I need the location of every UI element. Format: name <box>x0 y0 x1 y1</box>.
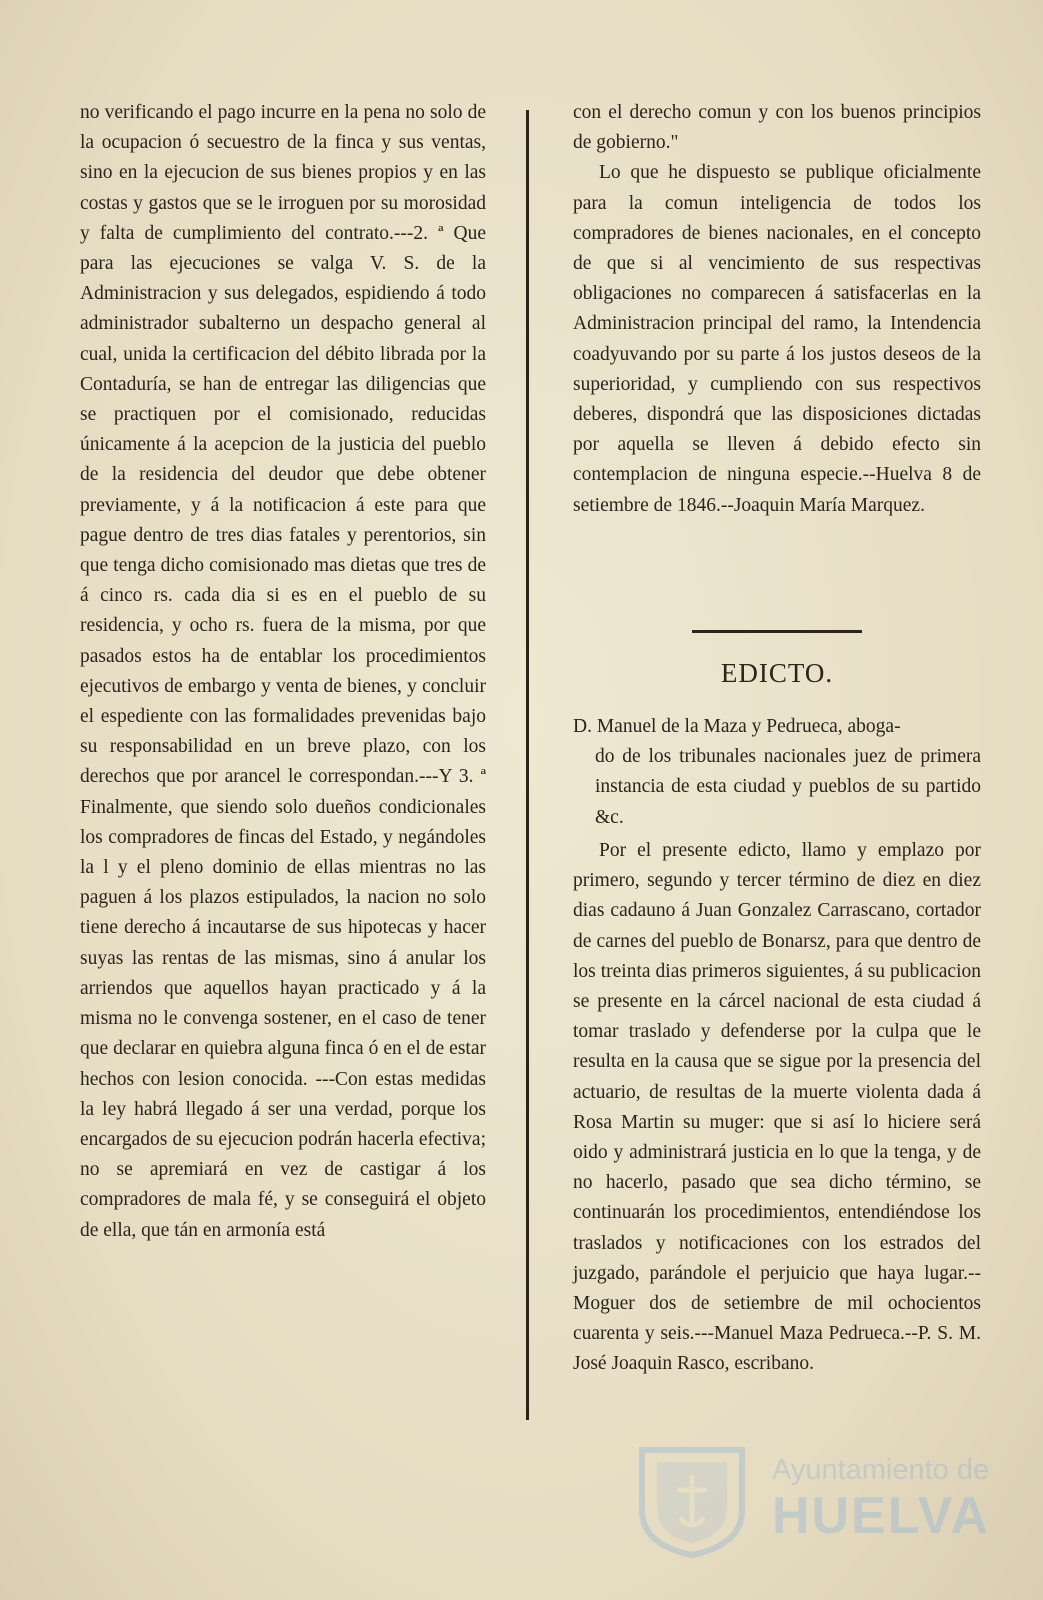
edicto-body: Por el presente edicto, llamo y emplazo por primero, segundo y tercer término de diez en diez dias cadauno á Juan Gonzalez Carrascano, cortador de carnes del pueblo de Bonarsz, para que dentro de los treinta dias primeros siguientes, á su publicacion se presente en la cárcel nacional de esta ciudad á tomar traslado y defenderse por la culpa que le resulta en la causa que se sigue por la presencia del actuario, de resultas de la muerte violenta dada á Rosa Martin su muger: que si así lo hiciere será oido y administrará justicia en lo que la tenga, y de no hacerlo, pasado que sea dicho término, se continuarán los procedimientos, entendiéndose los traslados y notificaciones con los estrados del juzgado, parándole el perjuicio que haya lugar.--Moguer dos de setiembre de mil ochocientos cuarenta y seis.---Manuel Maza Pedrueca.--P. S. M. José Joaquin Rasco, escribano. <box>573 840 981 1375</box>
left-column-text: no verificando el pago incurre en la pena no solo de la ocupacion ó secuestro de la finca y sus ventas, sino en la ejecucion de sus bienes propios y en las costas y gastos que se le irroguen por su morosidad y falta de cumplimiento del contrato.---2. ª Que para las ejecuciones se valga V. S. de la Administracion y sus delegados, espidiendo á todo administrador subalterno un despacho general al cual, unida la certificacion del débito librada por la Contaduría, se han de entregar las diligencias que se practiquen por el comisionado, reducidas únicamente á la acepcion de la justicia del pueblo de la residencia del deudor que debe obtener previamente, y á la notificacion á este para que pague dentro de tres dias fatales y perentorios, sin que tenga dicho comisionado mas dietas que tres de á cinco rs. cada dia si es en el pueblo de su residencia, y ocho rs. fuera de la misma, por que pasados estos ha de entablar los procedimientos ejecutivos de embargo y venta de bienes, y concluir el espediente con las formalidades prevenidas bajo su responsabilidad en un breve plazo, con los derechos que por arancel le correspondan.---Y 3. ª Finalmente, que siendo solo dueños condicionales los compradores de fincas del Estado, y negándoles la l y el pleno dominio de ellas mientras no las paguen á los plazos estipulados, la nacion no solo tiene derecho á incautarse de sus hipotecas y hacer suyas las rentas de las mismas, sino á anular los arriendos que aquellos hayan practicado y á la misma no le convenga sostener, en el caso de tener que declarar en quiebra alguna finca ó en el de estar hechos con lesion conocida. ---Con estas medidas la ley habrá llegado á ser una verdad, porque los encargados de su ejecucion podrán hacerla efectiva; no se apremiará en vez de castigar á los compradores de mala fé, y se conseguirá el objeto de ella, que tán en armonía está <box>80 102 486 1241</box>
right-column <box>573 98 981 521</box>
edicto-header-first-line: D. Manuel de la Maza y Pedrueca, aboga- <box>573 716 901 737</box>
edicto-header <box>573 712 981 833</box>
city-shield-icon <box>622 1440 762 1560</box>
watermark <box>622 1440 991 1560</box>
column-divider <box>526 110 529 1420</box>
right-column-continuation: con el derecho comun y con los buenos principios de gobierno." <box>573 102 981 154</box>
section-divider <box>692 630 862 633</box>
edicto-title: EDICTO. <box>720 658 834 688</box>
watermark-line-1: Ayuntamiento de <box>772 1454 990 1486</box>
watermark-line-2: HUELVA <box>772 1487 991 1545</box>
edicto-header-rest: do de los tribunales nacionales juez de primera instancia de esta ciudad y pueblos de su partido &c. <box>595 746 981 828</box>
left-column <box>80 98 486 1246</box>
right-column-paragraph: Lo que he dispuesto se publique oficialmente para la comun inteligencia de todos los compradores de bienes nacionales, en el concepto de que si al vencimiento de sus respectivas obligaciones no comparecen á satisfacerlas en la Administracion principal del ramo, la Intendencia coadyuvando por su parte á los justos deseos de la superioridad, y cumpliendo con sus respectivos deberes, dispondrá que las disposiciones dictadas por aquella se lleven á debido efecto sin contemplacion de ninguna especie.--Huelva 8 de setiembre de 1846.--Joaquin María Marquez. <box>573 162 981 516</box>
